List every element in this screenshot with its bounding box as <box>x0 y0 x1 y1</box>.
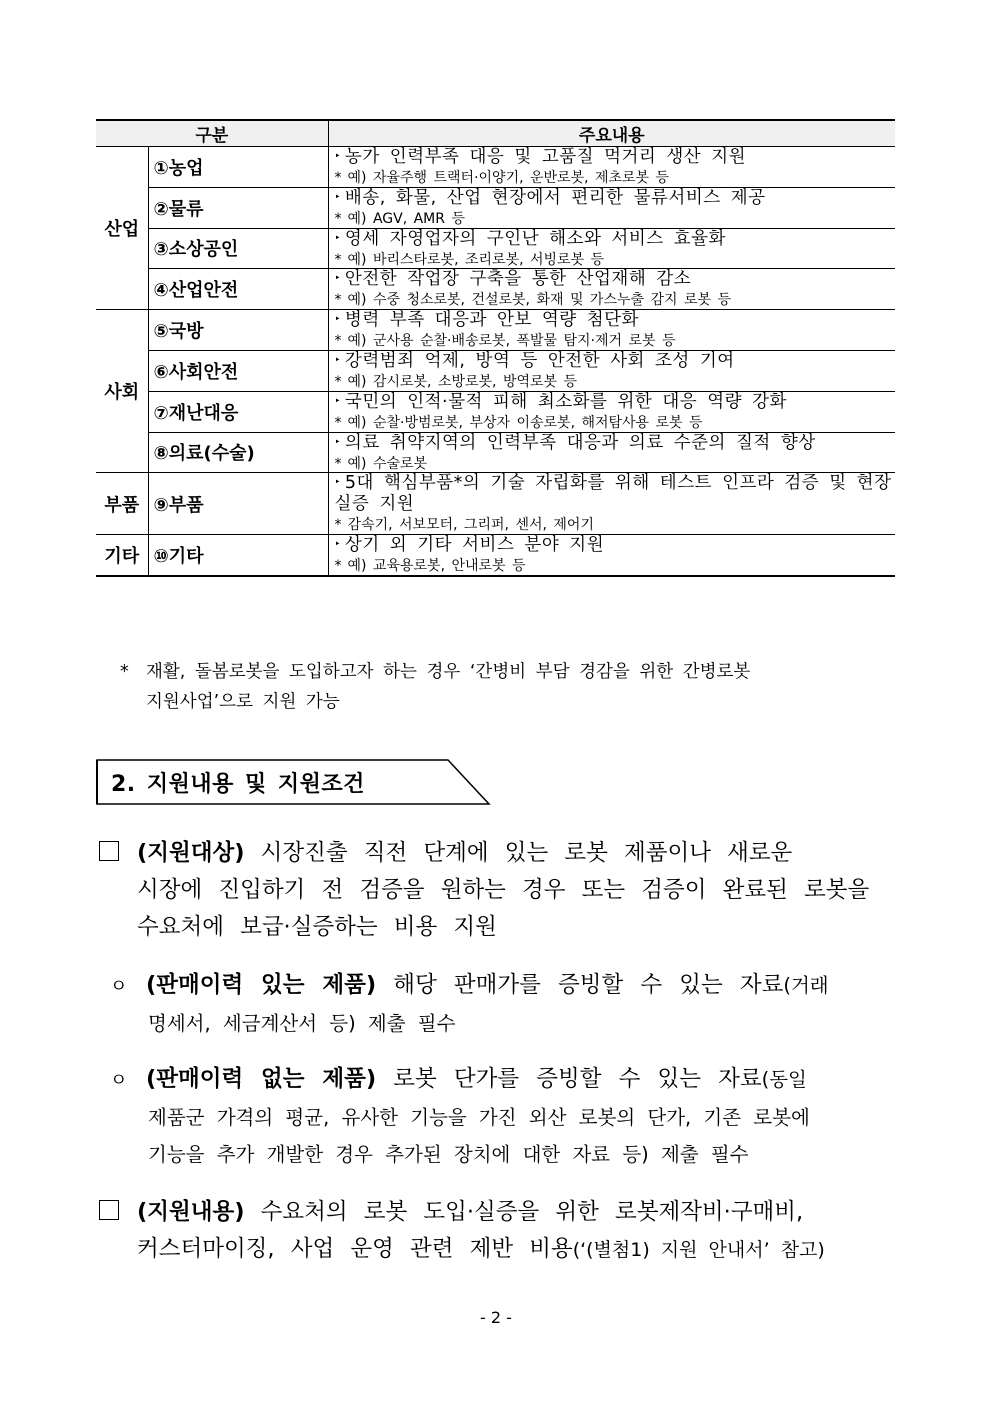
bullet-triangle-icon: ‣ <box>334 151 341 162</box>
item-example <box>335 333 896 350</box>
item-description-text: 상기 외 기타 서비스 분야 지원 <box>344 535 605 556</box>
circle-bullet-icon: ㅇ <box>110 1070 128 1091</box>
item-description <box>335 269 896 290</box>
asterisk-icon: * <box>334 455 342 472</box>
item-example <box>335 456 896 473</box>
group-label: 기타 <box>96 535 148 576</box>
group-label: 부품 <box>96 473 148 535</box>
group-label: 사회 <box>96 310 148 473</box>
asterisk-icon: * <box>334 517 342 534</box>
item-example <box>335 558 896 575</box>
item-description <box>335 147 896 168</box>
bullet-triangle-icon: ‣ <box>334 314 341 326</box>
item-description-cell <box>328 269 895 310</box>
item-example <box>335 170 896 187</box>
header-category: 구분 <box>96 120 328 147</box>
section-title: 2. 지원내용 및 지원조건 <box>111 772 365 797</box>
item-label: ⑦재난대응 <box>148 391 328 432</box>
item-label: ⑥사회안전 <box>148 350 328 391</box>
footnote-line1: 재활, 돌봄로봇을 도입하고자 하는 경우 ‘간병비 부담 경감을 위한 간병로봇 <box>146 662 751 682</box>
item-example-text: 예) 자율주행 트랙터·이양기, 운반로봇, 제초로봇 등 <box>347 170 670 186</box>
item-description-text: 병력 부족 대응과 안보 역량 첨단화 <box>344 310 639 331</box>
content-line1: 수요처의 로봇 도입·실증을 위한 로봇제작비·구매비, <box>260 1199 804 1225</box>
paragraph-target <box>96 835 902 946</box>
unsold-label: (판매이력 없는 제품) <box>146 1066 377 1092</box>
asterisk-icon: * <box>334 414 342 431</box>
item-description-text: 안전한 작업장 구축을 통한 산업재해 감소 <box>344 269 692 290</box>
item-example-text: 예) 순찰·방범로봇, 부상자 이송로봇, 해저탐사용 로봇 등 <box>347 414 703 431</box>
item-example-text: 예) 수술로봇 <box>347 455 428 472</box>
bullet-triangle-icon: ‣ <box>334 191 341 203</box>
item-description-text: 농가 인력부족 대응 및 고품질 먹거리 생산 지원 <box>344 147 747 167</box>
item-description-text: 강력범죄 억제, 방역 등 안전한 사회 조성 기여 <box>344 350 735 371</box>
bullet-triangle-icon: ‣ <box>334 539 341 551</box>
item-example <box>335 252 896 269</box>
item-example <box>335 374 896 391</box>
item-description-text: 배송, 화물, 산업 현장에서 편리한 물류서비스 제공 <box>344 187 766 208</box>
circle-bullet-icon: ㅇ <box>110 976 128 997</box>
item-description-cell <box>328 228 895 269</box>
bullet-triangle-icon: ‣ <box>334 395 341 407</box>
item-label: ④산업안전 <box>148 269 328 310</box>
sold-line1-small: (거래 <box>783 974 829 997</box>
footnote-asterisk: * <box>120 662 129 682</box>
item-description-cell <box>328 147 895 188</box>
item-description-cell <box>328 473 895 535</box>
item-example <box>335 292 896 309</box>
item-description <box>335 188 896 209</box>
paragraph-content <box>96 1194 902 1269</box>
item-description-cell <box>328 391 895 432</box>
item-label: ⑧의료(수술) <box>148 432 328 473</box>
item-label: ⑩기타 <box>148 535 328 576</box>
item-label: ⑨부품 <box>148 473 328 535</box>
item-example-text: 예) 수중 청소로봇, 건설로봇, 화재 및 가스누출 감지 로봇 등 <box>347 292 731 309</box>
group-label: 산업 <box>96 147 148 310</box>
item-description-text: 의료 취약지역의 인력부족 대응과 의료 수준의 질적 향상 <box>344 432 816 453</box>
bullet-triangle-icon: ‣ <box>334 477 341 489</box>
support-field-table <box>96 119 895 577</box>
item-label: ③소상공인 <box>148 228 328 269</box>
item-example-text: 감속기, 서보모터, 그리퍼, 센서, 제어기 <box>347 517 594 534</box>
bullet-triangle-icon: ‣ <box>334 436 341 448</box>
item-example-text: 예) 교육용로봇, 안내로봇 등 <box>347 558 526 575</box>
asterisk-icon: * <box>334 373 342 390</box>
asterisk-icon: * <box>334 333 342 350</box>
item-description-cell <box>328 432 895 473</box>
item-description-cell <box>328 187 895 228</box>
table-row <box>96 269 895 310</box>
item-description-cell <box>328 310 895 351</box>
item-description-text: 국민의 인적·물적 피해 최소화를 위한 대응 역량 강화 <box>344 391 787 412</box>
content-line2-small: (‘(별첨1) 지원 안내서’ 참고) <box>572 1239 825 1261</box>
item-example <box>335 211 896 228</box>
sold-label: (판매이력 있는 제품) <box>146 972 377 998</box>
item-description <box>335 351 896 372</box>
section-heading <box>96 759 491 805</box>
paragraph-sold <box>110 967 900 1042</box>
item-example-text: 예) AGV, AMR 등 <box>347 210 465 227</box>
content-line2: 커스터마이징, 사업 운영 관련 제반 비용 <box>137 1236 573 1262</box>
table-row <box>96 391 895 432</box>
table-row <box>96 350 895 391</box>
asterisk-icon: * <box>334 170 342 186</box>
item-label: ②물류 <box>148 187 328 228</box>
bullet-triangle-icon: ‣ <box>334 273 341 285</box>
table-row <box>96 187 895 228</box>
table-row <box>96 310 895 351</box>
unsold-line1: 로봇 단가를 증빙할 수 있는 자료 <box>393 1066 762 1092</box>
asterisk-icon: * <box>334 251 342 268</box>
table-row <box>96 147 895 188</box>
item-label: ①농업 <box>148 147 328 188</box>
item-description-cell <box>328 535 895 576</box>
target-line1: 시장진출 직전 단계에 있는 로봇 제품이나 새로운 <box>260 840 793 866</box>
target-label: (지원대상) <box>137 840 245 866</box>
unsold-line2: 제품군 가격의 평균, 유사한 기능을 가진 외산 로봇의 단가, 기존 로봇에 <box>148 1106 810 1129</box>
table-row <box>96 228 895 269</box>
sold-line2: 명세서, 세금계산서 등) 제출 필수 <box>148 1012 456 1035</box>
item-example-text: 예) 군사용 순찰·배송로봇, 폭발물 탐지·제거 로봇 등 <box>347 333 676 350</box>
asterisk-icon: * <box>334 210 342 227</box>
target-line3: 수요처에 보급·실증하는 비용 지원 <box>137 914 497 940</box>
table-row <box>96 432 895 473</box>
footnote <box>120 657 900 717</box>
item-description <box>335 535 896 556</box>
item-description-cell <box>328 350 895 391</box>
item-label: ⑤국방 <box>148 310 328 351</box>
sold-line1: 해당 판매가를 증빙할 수 있는 자료 <box>393 972 784 998</box>
table-row <box>96 535 895 576</box>
table-header-row <box>96 120 895 147</box>
item-description <box>335 310 896 331</box>
bullet-triangle-icon: ‣ <box>334 354 341 366</box>
checkbox-square-icon <box>99 1200 119 1220</box>
content-label: (지원내용) <box>137 1199 245 1225</box>
item-example <box>335 415 896 432</box>
checkbox-square-icon <box>99 841 119 861</box>
unsold-line1-small: (동일 <box>761 1068 807 1091</box>
header-content: 주요내용 <box>328 120 895 147</box>
paragraph-unsold <box>110 1061 900 1173</box>
item-description-text: 5대 핵심부품*의 기술 자립화를 위해 테스트 인프라 검증 및 현장 실증 지원 <box>334 473 892 515</box>
asterisk-icon: * <box>334 558 342 575</box>
item-description <box>335 392 896 413</box>
item-description <box>335 433 896 454</box>
bullet-triangle-icon: ‣ <box>334 232 341 244</box>
page-number: - 2 - <box>480 1308 512 1327</box>
footnote-line2: 지원사업’으로 지원 가능 <box>146 692 340 712</box>
item-example-text: 예) 감시로봇, 소방로봇, 방역로봇 등 <box>347 373 578 390</box>
asterisk-icon: * <box>334 292 342 309</box>
item-description <box>335 473 896 515</box>
unsold-line3: 기능을 추가 개발한 경우 추가된 장치에 대한 자료 등) 제출 필수 <box>148 1143 749 1166</box>
item-description <box>335 229 896 250</box>
item-example-text: 예) 바리스타로봇, 조리로봇, 서빙로봇 등 <box>347 251 605 268</box>
item-description-text: 영세 자영업자의 구인난 해소와 서비스 효율화 <box>344 228 726 249</box>
table-row <box>96 473 895 535</box>
item-example <box>335 517 896 534</box>
target-line2: 시장에 진입하기 전 검증을 원하는 경우 또는 검증이 완료된 로봇을 <box>137 877 870 903</box>
